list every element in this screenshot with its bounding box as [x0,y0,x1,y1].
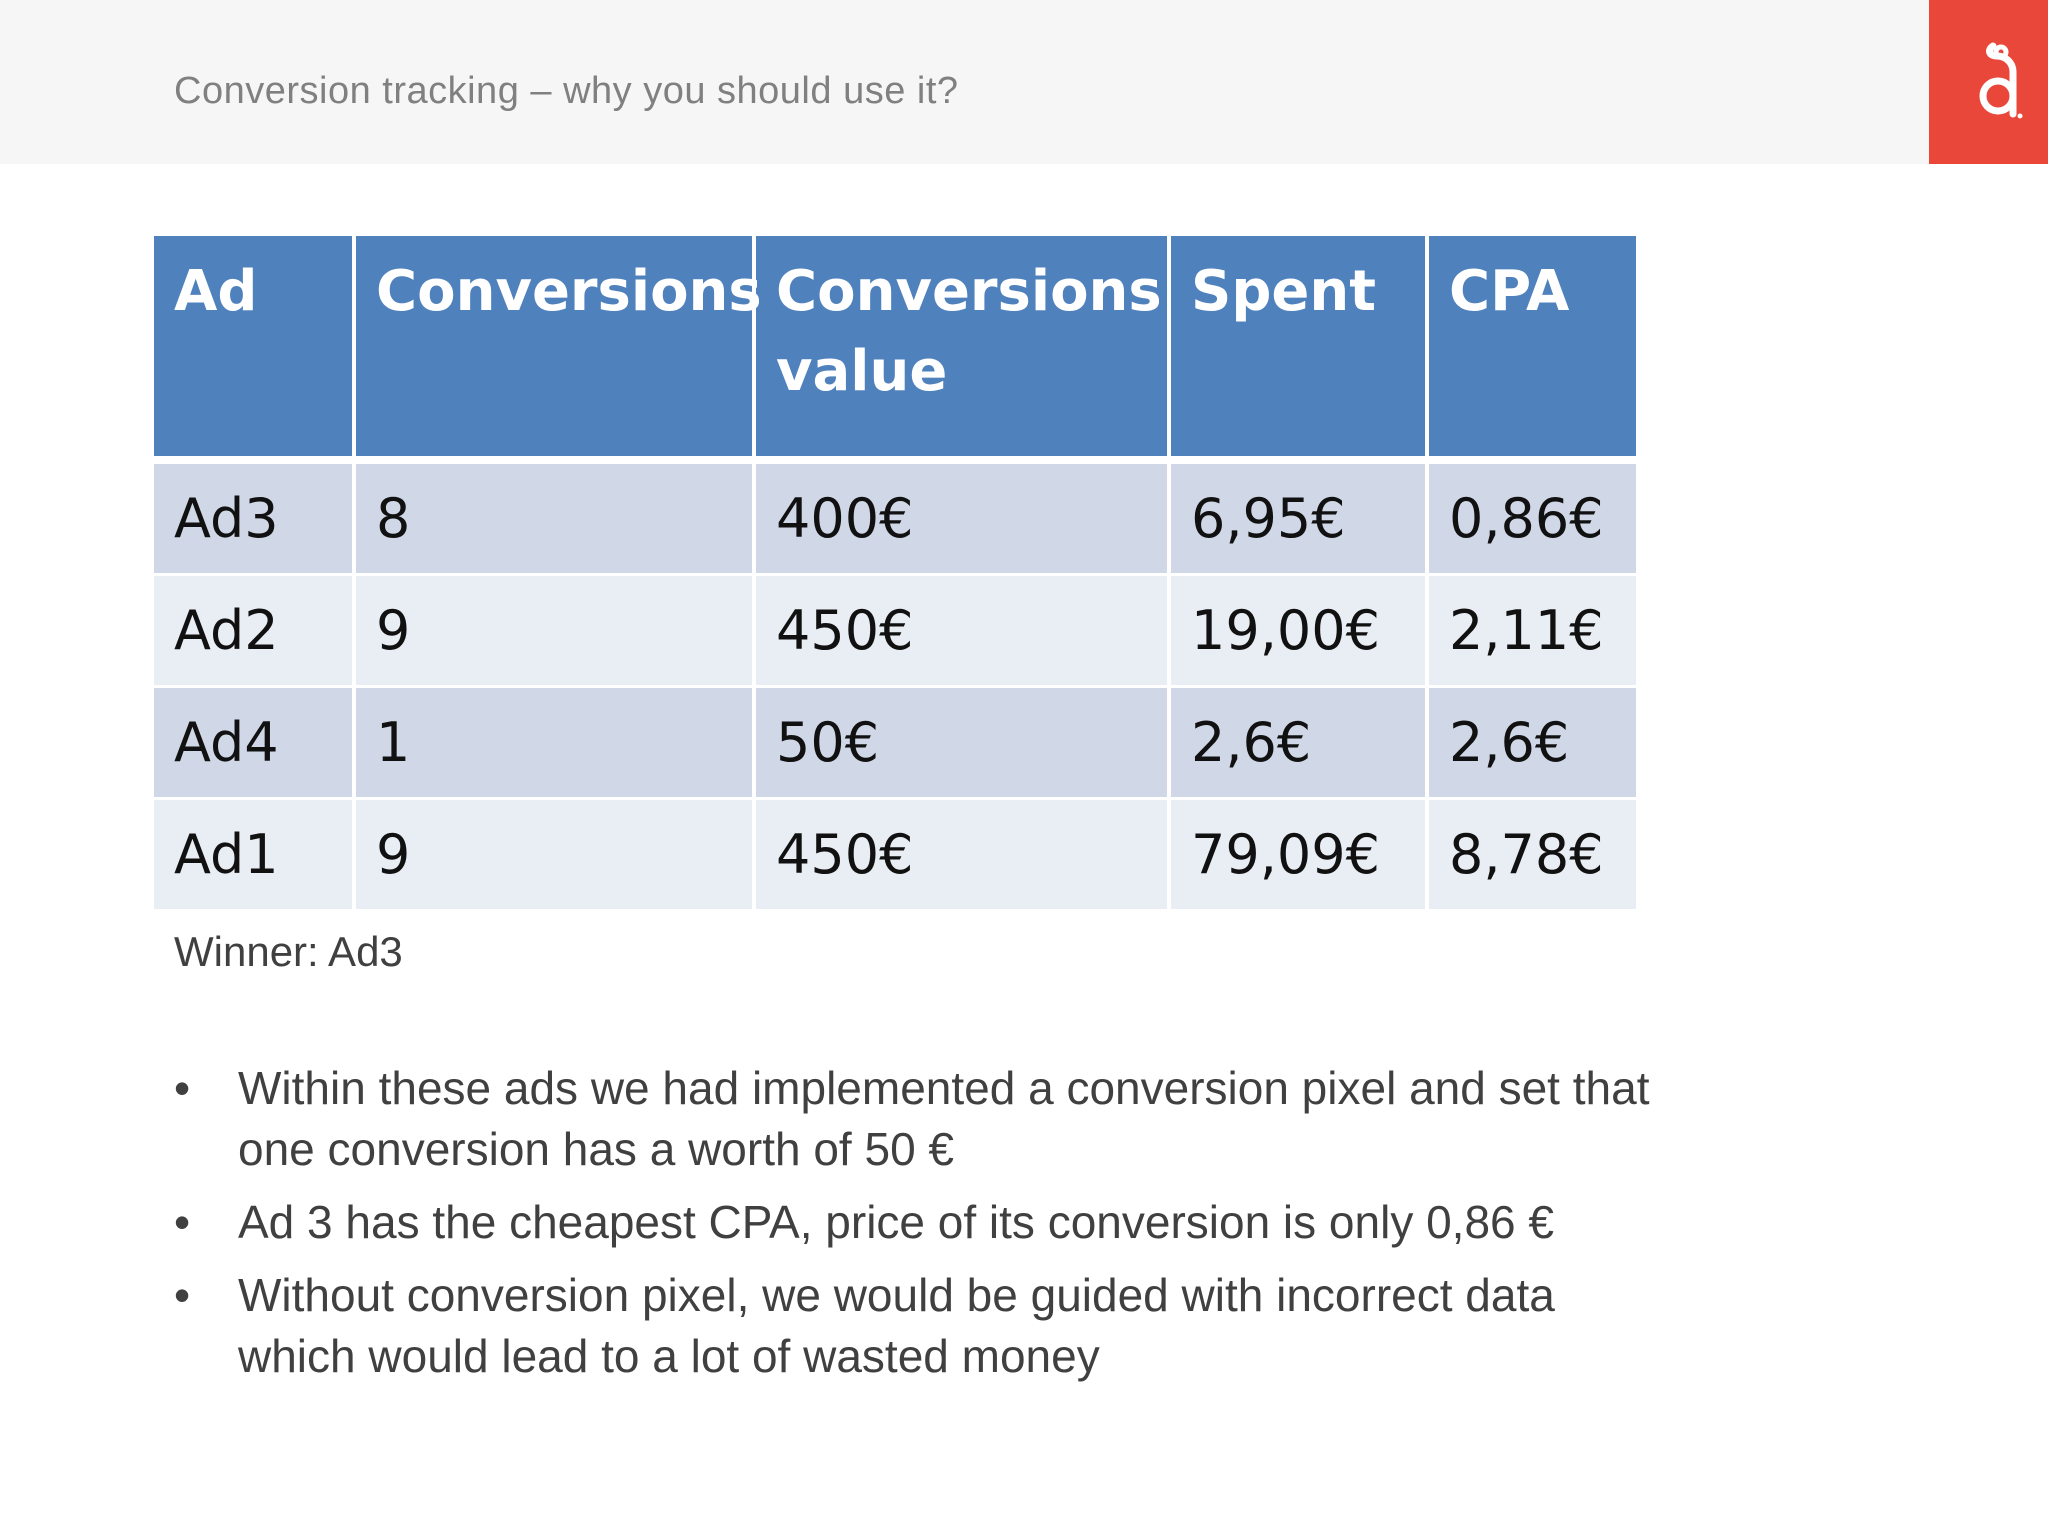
brand-d-logo-icon [1929,0,2048,164]
cell-cpa: 8,78€ [1427,799,1636,911]
cell-ad: Ad3 [154,460,354,575]
cell-ad: Ad2 [154,575,354,687]
cell-conversions-value: 450€ [754,799,1169,911]
cell-ad: Ad1 [154,799,354,911]
cell-conversions: 9 [354,799,754,911]
cell-spent: 19,00€ [1169,575,1427,687]
bullet-dot: • [174,1196,191,1248]
cell-cpa: 0,86€ [1427,460,1636,575]
bullet-text: Within these ads we had implemented a conversion pixel and set that one conversion has a worth of 50 € [238,1062,1650,1175]
column-header-cpa: CPA [1427,236,1636,460]
cell-spent: 6,95€ [1169,460,1427,575]
table-row [154,460,1636,575]
column-header-conversions-value: Conversions value [754,236,1169,460]
bullet-text: Ad 3 has the cheapest CPA, price of its conversion is only 0,86 € [238,1196,1554,1248]
cell-cpa: 2,6€ [1427,687,1636,799]
column-header-ad: Ad [154,236,354,460]
cell-ad: Ad4 [154,687,354,799]
cell-cpa: 2,11€ [1427,575,1636,687]
cell-spent: 79,09€ [1169,799,1427,911]
bullet-item [174,1192,1654,1253]
bullet-text: Without conversion pixel, we would be guided with incorrect data which would lead to a lot of wasted money [238,1269,1555,1382]
bullet-item [174,1058,1654,1180]
cell-conversions: 8 [354,460,754,575]
winner-label: Winner: Ad3 [174,928,403,975]
cell-spent: 2,6€ [1169,687,1427,799]
bullet-dot: • [174,1062,191,1114]
cell-conversions-value: 400€ [754,460,1169,575]
cell-conversions-value: 450€ [754,575,1169,687]
column-header-conversions: Conversions [354,236,754,460]
column-header-spent: Spent [1169,236,1427,460]
slide-title: Conversion tracking – why you should use it? [174,70,959,112]
table-row [154,575,1636,687]
bullet-item [174,1265,1654,1387]
table-row [154,799,1636,911]
bullet-dot: • [174,1269,191,1321]
cell-conversions: 9 [354,575,754,687]
conversion-table [154,236,1636,912]
bullet-list [174,1058,1654,1399]
table-row [154,687,1636,799]
table-header-row [154,236,1636,460]
cell-conversions: 1 [354,687,754,799]
cell-conversions-value: 50€ [754,687,1169,799]
brand-logo [1929,0,2048,164]
